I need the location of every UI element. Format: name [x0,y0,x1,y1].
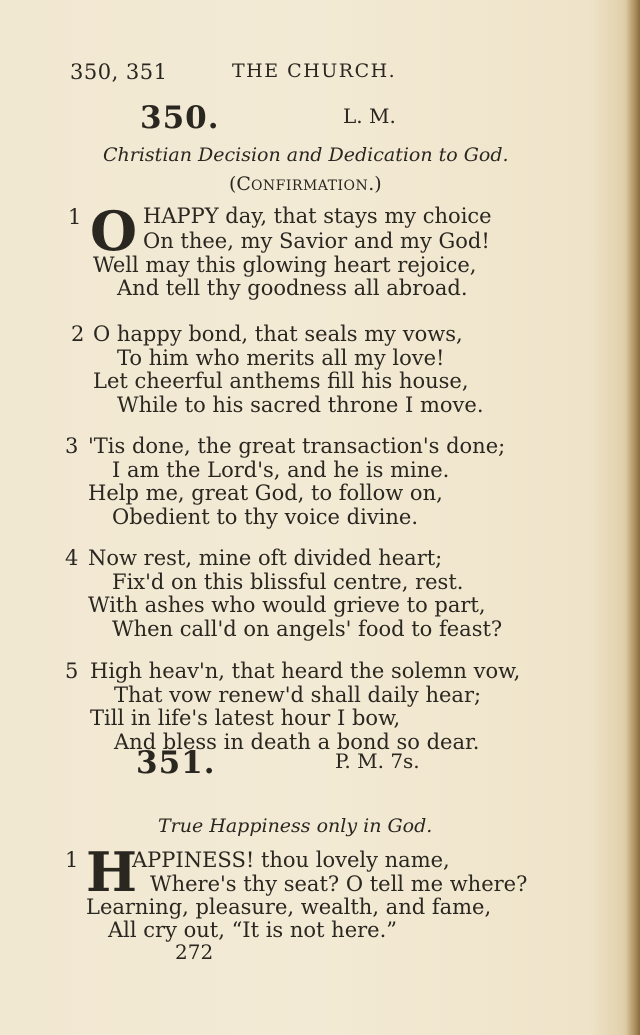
drop-cap: H [86,840,138,904]
hymn-350-occasion: (CONFIRMATION.) [229,173,382,195]
hymn-351-meter: P. M. 7s. [335,749,420,773]
verse-line: With ashes who would grieve to part, [88,593,486,617]
verse-line: I am the Lord's, and he is mine. [112,458,450,482]
verse-line: While to his sacred throne I move. [117,393,484,417]
verse-line: HAPPY day, that stays my choice [143,204,492,228]
hymn-350-number: 350. [140,100,220,136]
verse-number: 3 [65,434,79,458]
verse-line: That vow renew'd shall daily hear; [114,683,482,707]
verse-line: And bless in death a bond so dear. [114,730,480,754]
hymn-350-meter: L. M. [343,104,396,128]
verse-line: APPINESS! thou lovely name, [132,848,450,872]
verse-number: 1 [68,205,82,229]
verse-line: 'Tis done, the great transaction's done; [88,434,506,458]
hymn-350-title: Christian Decision and Dedication to God. [103,144,509,166]
verse-line: Learning, pleasure, wealth, and fame, [86,895,492,919]
drop-cap: O [90,199,138,263]
verse-line: Where's thy seat? O tell me where? [150,872,528,896]
verse-line: Obedient to thy voice divine. [112,505,419,529]
page-number: 272 [175,940,214,964]
running-page-numbers: 350, 351 [70,60,168,84]
hymn-351-title: True Happiness only in God. [158,815,433,837]
verse-number: 5 [65,659,79,683]
verse-line: Well may this glowing heart rejoice, [93,253,477,277]
verse-line: Till in life's latest hour I bow, [90,706,401,730]
verse-line: Fix'd on this blissful centre, rest. [112,570,464,594]
verse-number: 4 [65,546,79,570]
verse-line: High heav'n, that heard the solemn vow, [90,659,521,683]
verse-line: When call'd on angels' food to feast? [112,617,503,641]
verse-line: All cry out, “It is not here.” [108,918,397,942]
verse-line: Help me, great God, to follow on, [88,481,443,505]
verse-line: On thee, my Savior and my God! [143,229,490,253]
verse-line: Let cheerful anthems fill his house, [93,369,469,393]
verse-line: Now rest, mine oft divided heart; [88,546,443,570]
verse-line: And tell thy goodness all abroad. [117,276,468,300]
page-edge-shadow [626,0,640,1035]
verse-number: 2 [71,322,85,346]
verse-number: 1 [65,848,79,872]
hymn-351-number: 351. [136,745,216,781]
running-title: THE CHURCH. [232,60,397,82]
verse-line: To him who merits all my love! [117,346,445,370]
verse-line: O happy bond, that seals my vows, [93,322,463,346]
